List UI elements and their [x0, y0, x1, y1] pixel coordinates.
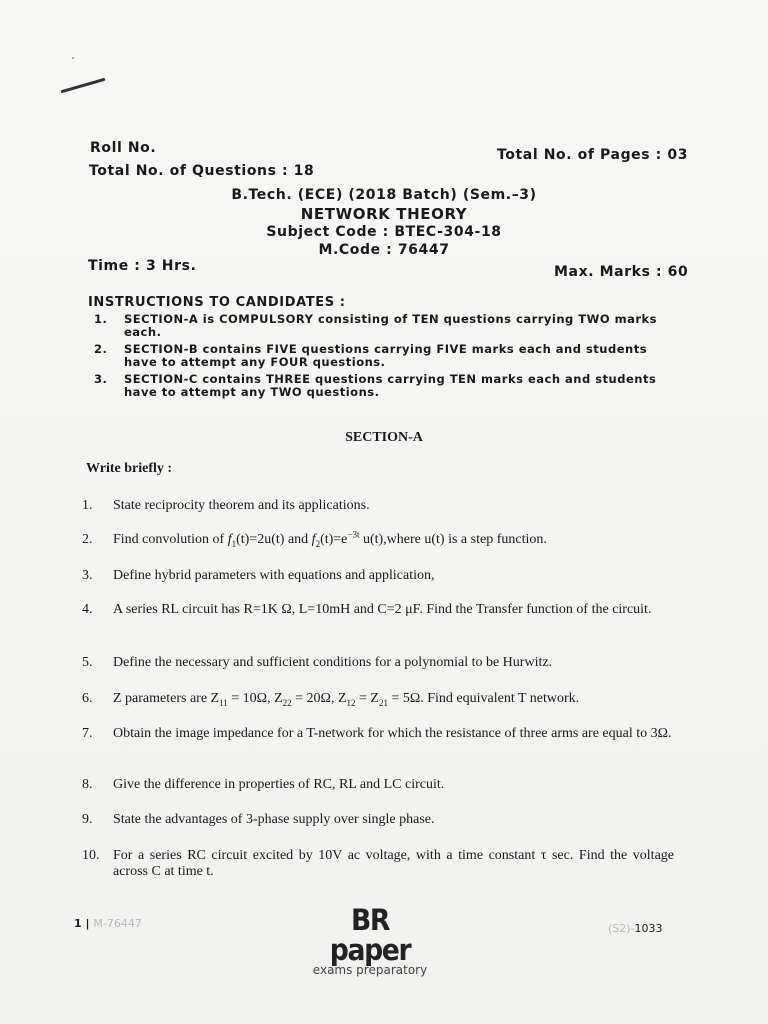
question-item: [82, 568, 674, 584]
question-item: [82, 655, 674, 671]
instructions-heading: INSTRUCTIONS TO CANDIDATES :: [88, 295, 346, 310]
question-item: [82, 812, 674, 828]
footer-page-number: 1 | M-76447: [74, 917, 142, 930]
question-number: 10.: [82, 848, 100, 863]
instruction-text: SECTION-B contains FIVE questions carrying FIVE marks each and students have to attempt any FOUR questions.: [124, 342, 648, 369]
question-text: State reciprocity theorem and its applications.: [113, 498, 370, 513]
instruction-number: 1.: [94, 312, 108, 326]
question-text: A series RL circuit has R=1K Ω, L=10mH and C=2 μF. Find the Transfer function of the circuit.: [113, 602, 652, 617]
total-pages: Total No. of Pages : 03: [497, 147, 689, 163]
question-number: 5.: [82, 655, 93, 670]
question-item: [82, 691, 674, 707]
question-number: 3.: [82, 568, 93, 583]
question-item: [82, 602, 674, 618]
question-text: Give the difference in properties of RC, RL and LC circuit.: [113, 777, 445, 792]
question-item: [82, 777, 674, 793]
max-marks: Max. Marks : 60: [554, 264, 689, 280]
instruction-text: SECTION-C contains THREE questions carrying TEN marks each and students have to attempt any TWO questions.: [124, 372, 657, 399]
pen-mark: [60, 78, 105, 94]
question-text: For a series RC circuit excited by 10V ac voltage, with a time constant τ sec. Find the voltage across C at time t.: [113, 848, 674, 879]
question-number: 7.: [82, 726, 93, 741]
question-item: [82, 848, 674, 880]
subject-title: NETWORK THEORY: [300, 205, 468, 223]
question-text: Obtain the image impedance for a T-network for which the resistance of three arms are equal to 3Ω.: [113, 726, 672, 741]
instruction-item: [94, 343, 684, 369]
time-label: Time : 3 Hrs.: [88, 258, 197, 274]
question-number: 4.: [82, 602, 93, 617]
question-text: Define hybrid parameters with equations and application,: [113, 568, 435, 583]
instruction-text: SECTION-A is COMPULSORY consisting of TEN questions carrying TWO marks each.: [124, 312, 658, 339]
instruction-item: [94, 373, 684, 399]
brand-name: BR paper: [329, 903, 411, 967]
section-a-title: SECTION-A: [345, 430, 423, 445]
total-questions: Total No. of Questions : 18: [89, 163, 315, 179]
question-text: Find convolution of $f_1(t)=2u(t)$ and $f_2(t)=e^{-3t}$ u(t),where u(t) is a step function.: [113, 529, 547, 549]
subject-code: Subject Code : BTEC-304-18: [266, 224, 502, 240]
question-number: 1.: [82, 498, 93, 513]
question-number: 9.: [82, 812, 93, 827]
instruction-number: 3.: [94, 372, 108, 386]
question-text: State the advantages of 3-phase supply over single phase.: [113, 812, 435, 827]
roll-no-label: Roll No.: [90, 140, 157, 156]
question-item: [82, 726, 674, 742]
instruction-number: 2.: [94, 342, 108, 356]
br-paper-logo: [305, 905, 435, 977]
m-code: M.Code : 76447: [318, 242, 450, 258]
course-line: B.Tech. (ECE) (2018 Batch) (Sem.–3): [231, 187, 537, 203]
question-item: [82, 529, 674, 549]
stray-dot: [72, 57, 74, 59]
question-number: 2.: [82, 532, 93, 547]
instruction-item: [94, 313, 684, 339]
brand-tagline: exams preparatory: [312, 963, 428, 977]
question-text: Define the necessary and sufficient conditions for a polynomial to be Hurwitz.: [113, 655, 553, 670]
question-number: 6.: [82, 691, 93, 706]
footer-reference: (S2)-1033: [608, 922, 663, 935]
question-text: Z parameters are $Z_{11} = 10\Omega$, $Z_{22} = 20\Omega$, $Z_{12} = Z_{21} = 5\Omega$. Find equivalent T network.: [113, 691, 580, 708]
footer-page-code: M-76447: [93, 917, 142, 930]
section-subtitle: Write briefly :: [86, 461, 173, 476]
question-item: [82, 498, 674, 514]
question-number: 8.: [82, 777, 93, 792]
